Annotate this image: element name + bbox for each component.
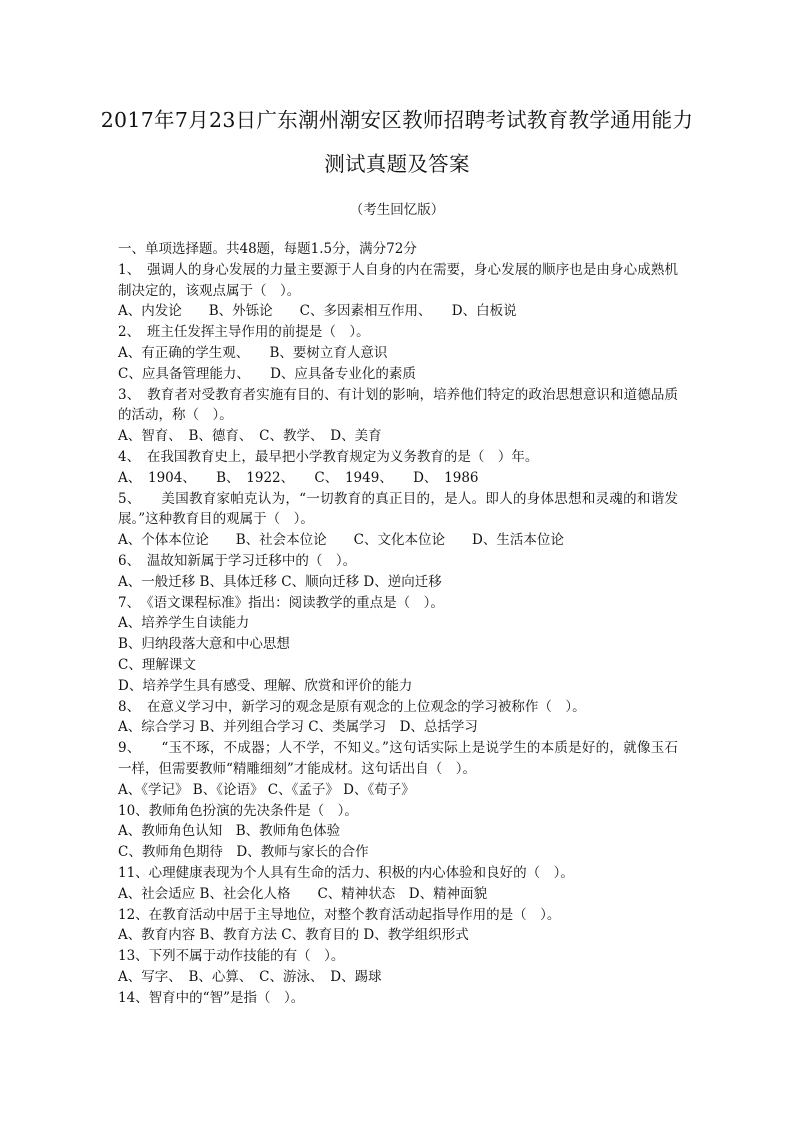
question-text: 14、智育中的“智”是指（ ）。 [118,989,305,1006]
question-text: 12、在教育活动中居于主导地位，对整个教育活动起指导作用的是（ ）。 [118,906,561,923]
question-text: 2、 班主任发挥主导作用的前提是（ ）。 [118,324,370,341]
answer-options: A、《学记》 B、《论语》 C、《孟子》 D、《荀子》 [118,781,415,798]
answer-options: A、综合学习 B、并列组合学习 C、类属学习 D、总括学习 [118,719,478,736]
question-text: 10、教师角色扮演的先决条件是（ ）。 [118,802,358,819]
question-text: 7、 《语文课程标准》指出：阅读教学的重点是（ ）。 [118,594,444,611]
answer-options: A、 1904、 B、 1922、 C、 1949、 D、 1986 [118,469,479,486]
question-text: 8、 在意义学习中，新学习的观念是原有观念的上位观念的学习被称作（ ）。 [118,698,586,715]
answer-options: A、教育内容 B、教育方法 C、教育目的 D、教学组织形式 [118,927,469,944]
question-text: 9、 “玉不琢，不成器；人不学，不知义。”这句话实际上是说学生的本质是好的，就像玉石一样，但需要教师“精雕细刻”才能成材。这句话出自（ ）。 [118,740,678,777]
document-subtitle: （考生回忆版） [349,202,445,218]
answer-option: B、归纳段落大意和中心思想 [118,636,290,653]
answer-options: A、写字、 B、心算、 C、游泳、 D、踢球 [118,968,382,985]
answer-options: C、应具备管理能力、 D、应具备专业化的素质 [118,365,416,382]
answer-options: A、教师角色认知 B、教师角色体验 [118,823,341,840]
question-text: 5、 美国教育家帕克认为，“一切教育的真正目的，是人。即人的身体思想和灵魂的和谐发展。”这种教育目的观属于（ ）。 [118,490,678,528]
answer-options: A、内发论 B、外铄论 C、多因素相互作用、 D、白板说 [118,303,517,320]
question-text: 4、 在我国教育史上，最早把小学教育规定为义务教育的是（ ）年。 [118,448,539,465]
answer-option: A、培养学生自读能力 [118,615,250,632]
section-heading: 一、单项选择题。共48题，每题1.5分，满分72分 [118,241,417,257]
question-text: 6、 温故知新属于学习迁移中的（ ）。 [118,552,357,569]
question-text: 3、 教育者对受教育者实施有目的、有计划的影响，培养他们特定的政治思想意识和道德品质的活动，称（ ）。 [118,386,678,424]
answer-options: A、一般迁移 B、具体迁移 C、顺向迁移 D、逆向迁移 [118,573,442,590]
question-text: 11、心理健康表现为个人具有生命的活力、积极的内心体验和良好的（ ）。 [118,864,574,881]
document-title: 2017年7月23日广东潮州潮安区教师招聘考试教育教学通用能力测试真题及答案 [100,108,694,176]
answer-options: A、智育、 B、德育、 C、教学、 D、美育 [118,428,382,445]
answer-option: D、培养学生具有感受、理解、欣赏和评价的能力 [118,677,413,694]
answer-options: A、社会适应 B、社会化人格 C、精神状态 D、精神面貌 [118,885,488,902]
question-list [118,239,678,1008]
question-text: 13、下列不属于动作技能的有（ ）。 [118,948,345,965]
answer-options: C、教师角色期待 D、教师与家长的合作 [118,844,369,861]
answer-options: A、个体本位论 B、社会本位论 C、文化本位论 D、生活本位论 [118,532,564,549]
answer-option: C、理解课文 [118,656,196,673]
answer-options: A、有正确的学生观、 B、要树立育人意识 [118,344,388,361]
question-text: 1、 强调人的身心发展的力量主要源于人自身的内在需要，身心发展的顺序也是由身心成熟机制决定的，该观点属于（ ）。 [118,261,678,299]
